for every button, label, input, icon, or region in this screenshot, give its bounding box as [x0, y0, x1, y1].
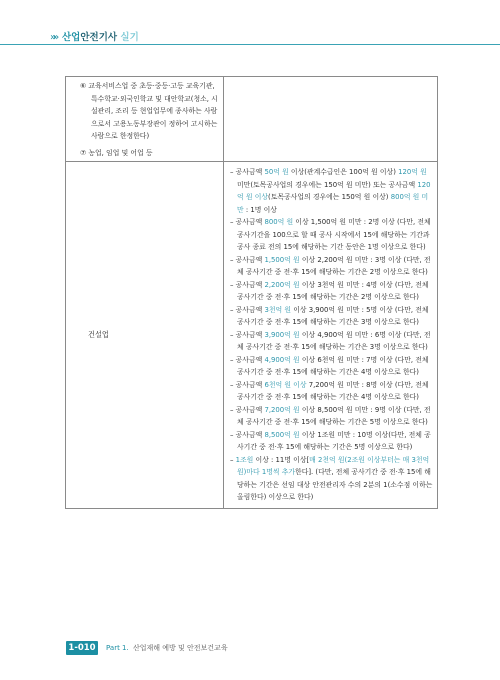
- chapter-title: 산업재해 예방 및 안전보건교육: [133, 644, 228, 652]
- highlight-text: 8,500억 원: [264, 430, 300, 439]
- criteria-item: [230, 404, 434, 429]
- item-text: 이상 2,200억 원 미만 : 3명 이상 (다만, 전체 공사기간 중 전·후 15에 해당하는 기간은 2명 이상으로 한다): [237, 255, 431, 276]
- item-text: – 공사금액: [230, 380, 265, 389]
- item-text: – 공사금액: [230, 280, 265, 289]
- item-text: – 공사금액: [230, 255, 265, 264]
- item-text: 이상 8,500억 원 미만 : 9명 이상 (다만, 전체 공사기간 중 전·후 15에 해당하는 기간은 5명 이상으로 한다): [237, 405, 431, 426]
- criteria-item: [230, 166, 434, 216]
- highlight-text: 2,200억 원: [264, 280, 300, 289]
- item-text: 이상(관계수급인은 100억 원 이상): [288, 168, 399, 176]
- criteria-item: [230, 216, 434, 254]
- highlight-text: 50억 원: [264, 168, 289, 176]
- table-row: [66, 162, 438, 509]
- category-label: 건설업: [88, 329, 109, 339]
- item-text: 이상 3,900억 원 미만 : 5명 이상 (다만, 전체 공사기간 중 전·후 15에 해당하는 기간은 3명 이상으로 한다): [237, 305, 429, 326]
- highlight-text: 매 2천억 원(2조원 이상부터는 매 3천억 원)마다 1명씩 추가: [237, 455, 430, 476]
- item-text: – 공사금액: [230, 430, 265, 439]
- table-row: [66, 77, 438, 162]
- list-item: ⑦ 농업, 임업 및 어업 등: [80, 148, 153, 157]
- item-text: 이상 6천억 원 미만 : 7명 이상 (다만, 전체 공사기간 중 전·후 15에 해당하는 기간은 4명 이상으로 한다): [237, 355, 429, 376]
- list-item: ⑥ 교육서비스업 중 초등·중등·고등 교육기관, 특수학교·외국인학교 및 대안학교(청소, 시설관리, 조리 등 현업업무에 종사하는 사람으로서 고용노동부장관이 정하여 고시하는 사람으로 한정한다): [80, 82, 218, 140]
- highlight-text: 7,200억 원: [264, 405, 300, 414]
- header-rule: [0, 44, 500, 45]
- item-text: 이상 1조원 미만 : 10명 이상(다만, 전체 공사기간 중 전·후 15에 해당하는 기간은 5명 이상으로 한다): [237, 430, 431, 451]
- category-cell: [66, 162, 224, 509]
- item-text: –: [230, 455, 236, 464]
- book-title-part-b: 안전기사: [80, 32, 118, 43]
- criteria-item: [230, 379, 434, 404]
- item-text: 이상 3천억 원 미만 : 4명 이상 (다만, 전체 공사기간 중 전·후 15에 해당하는 기간은 2명 이상으로 한다): [237, 280, 429, 301]
- book-title-part-a: 산업: [62, 32, 81, 43]
- page-number: 1-010: [66, 641, 98, 655]
- highlight-text: 120억 원 이상: [237, 180, 431, 201]
- highlight-text: 6천억 원 이상: [264, 380, 307, 389]
- highlight-text: 120억 원: [398, 168, 427, 176]
- highlight-text: 1조원: [235, 455, 254, 464]
- criteria-cell: [224, 162, 438, 509]
- item-text: – 공사금액: [230, 305, 265, 314]
- criteria-item: [230, 279, 434, 304]
- highlight-text: 4,900억 원: [264, 355, 300, 364]
- book-title: [62, 32, 139, 44]
- item-text: (토목공사업의 경우에는 150억 원 이상): [268, 193, 391, 201]
- item-text: 이상 4,900억 원 미만 : 6명 이상 (다만, 전체 공사기간 중 전·후 15에 해당하는 기간은 3명 이상으로 한다): [237, 330, 431, 351]
- book-title-part-c: 실기: [117, 32, 139, 43]
- chevron-double-icon: »»: [50, 32, 57, 43]
- item-text: – 공사금액: [230, 355, 265, 364]
- item-text: : 1명 이상: [243, 205, 277, 214]
- item-text: 이상 : 11명 이상[: [253, 455, 310, 464]
- criteria-cell: [224, 77, 438, 162]
- criteria-item: [230, 354, 434, 379]
- highlight-text: 800억 원: [264, 218, 294, 226]
- item-text: 7,200억 원 미만 : 8명 이상 (다만, 전체 공사기간 중 전·후 15에 해당하는 기간은 4명 이상으로 한다): [237, 380, 429, 401]
- item-text: 미만(토목공사업의 경우에는 150억 원 미만) 또는 공사금액: [237, 180, 418, 189]
- running-header: [0, 32, 500, 46]
- item-text: – 공사금액: [230, 405, 265, 414]
- criteria-item: [230, 454, 434, 504]
- item-text: 한다]. (다만, 전체 공사기간 중 전·후 15에 해당하는 기간은 선임 대상 안전관리자 수의 2분의 1(소수점 이하는 올림한다) 이상으로 한다): [237, 468, 433, 501]
- criteria-item: [230, 304, 434, 329]
- highlight-text: 800억 원 미만: [237, 193, 429, 214]
- criteria-item: [230, 429, 434, 454]
- item-text: – 공사금액: [230, 330, 265, 339]
- part-label: Part 1.: [106, 644, 129, 652]
- item-text: – 공사금액: [230, 168, 265, 176]
- industry-cell: [66, 77, 224, 162]
- safety-manager-table: [65, 76, 438, 509]
- item-text: – 공사금액: [230, 218, 265, 226]
- criteria-item: [230, 254, 434, 279]
- highlight-text: 3,900억 원: [264, 330, 300, 339]
- criteria-list: [224, 162, 437, 508]
- page-footer: [0, 641, 500, 657]
- criteria-item: [230, 329, 434, 354]
- item-text: 이상 1,500억 원 미만 : 2명 이상 (다만, 전체 공사기간을 100으로 할 때 공사 시작에서 15에 해당하는 기간과 공사 종료 전의 15에 해당하는 기간 동안은 1명 이상으로 한다): [237, 218, 431, 251]
- highlight-text: 1,500억 원: [264, 255, 300, 264]
- highlight-text: 3천억 원: [264, 305, 291, 314]
